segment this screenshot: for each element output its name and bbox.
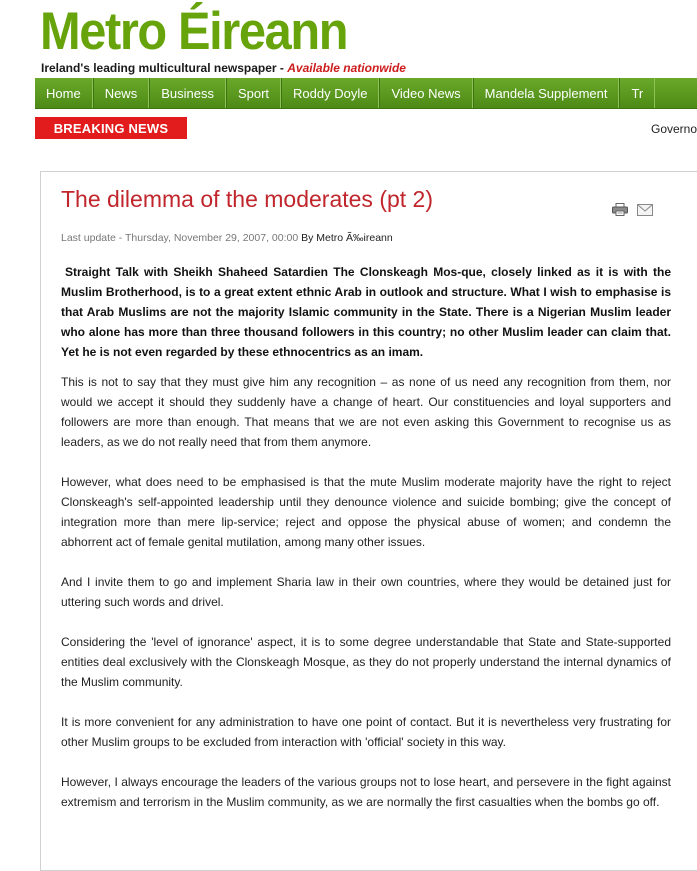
article-paragraph: It is more convenient for any administration to have one point of contact. But it is nevertheless very frustrating for other Muslim groups to be excluded from interaction with 'official' society in this way. xyxy=(61,715,671,749)
nav-item-news[interactable]: News xyxy=(93,78,150,108)
breaking-news-badge: BREAKING NEWS xyxy=(35,117,187,139)
nav-item-business[interactable]: Business xyxy=(149,78,226,108)
site-logo[interactable]: Metro Éireann xyxy=(40,2,348,61)
article-paragraph: However, I always encourage the leaders of the various groups not to lose heart, and persevere in the fight against extremism and terrorism in the Muslim community, as we are normally the first casualties when the bombs go off. xyxy=(61,775,671,809)
article-paragraph: However, what does need to be emphasised is that the mute Muslim moderate majority have the right to reject Clonskeagh's self-appointed leadership until they denounce violence and suicide bombing; give the concept of integration more than mere lip-service; reject and oppose the physical abuse of women; and condemn the abhorrent act of female genital mutilation, among many other issues. xyxy=(61,475,671,549)
nav-item-sport[interactable]: Sport xyxy=(226,78,281,108)
article-paragraph: And I invite them to go and implement Sharia law in their own countries, where they would be detained just for uttering such words and drivel. xyxy=(61,575,671,609)
article-meta xyxy=(61,232,393,244)
site-tagline xyxy=(41,61,406,75)
article-date: Last update - Thursday, November 29, 2007, 00:00 xyxy=(61,232,302,244)
article-paragraph: This is not to say that they must give him any recognition – as none of us need any recognition from them, nor would we accept it should they suddenly have a change of heart. Our constituencies and loyal supporters and followers are more than enough. That means that we are not even asking this Government to recognise us as leaders, as we do not really need that from them anymore. xyxy=(61,375,671,449)
article-title[interactable]: The dilemma of the moderates (pt 2) xyxy=(61,186,433,212)
article-paragraph: Considering the 'level of ignorance' aspect, it is to some degree understandable that State and State-supported entities deal exclusively with the Clonskeagh Mosque, as they do not properly understand the internal dynamics of the Muslim community. xyxy=(61,635,671,689)
tagline-text: Ireland's leading multicultural newspaper - xyxy=(41,61,288,75)
email-icon[interactable] xyxy=(637,204,653,216)
print-icon[interactable] xyxy=(612,203,628,216)
nav-item-home[interactable]: Home xyxy=(35,78,93,108)
nav-item-video-news[interactable]: Video News xyxy=(379,78,472,108)
nav-item-truncated[interactable]: Tr xyxy=(619,78,655,108)
article-lead-paragraph: Straight Talk with Sheikh Shaheed Satardien The Clonskeagh Mos-que, closely linked as it is with the Muslim Brotherhood, is to a great extent ethnic Arab in outlook and structure. What I wish to emphasise is that Arab Muslims are not the majority Islamic community in the State. There is a Nigerian Muslim leader who alone has more than three thousand followers in this country; no other Muslim leader can claim that. Yet he is not even regarded by these ethnocentrics as an imam. xyxy=(61,265,671,359)
main-nav xyxy=(35,78,697,109)
nav-item-roddy-doyle[interactable]: Roddy Doyle xyxy=(281,78,379,108)
article-body xyxy=(61,262,671,832)
nav-item-mandela-supplement[interactable]: Mandela Supplement xyxy=(473,78,620,108)
tagline-accent: Available nationwide xyxy=(287,61,406,75)
article-author: By Metro Ã‰ireann xyxy=(301,232,393,244)
breaking-news-ticker[interactable]: Governo xyxy=(651,122,697,136)
